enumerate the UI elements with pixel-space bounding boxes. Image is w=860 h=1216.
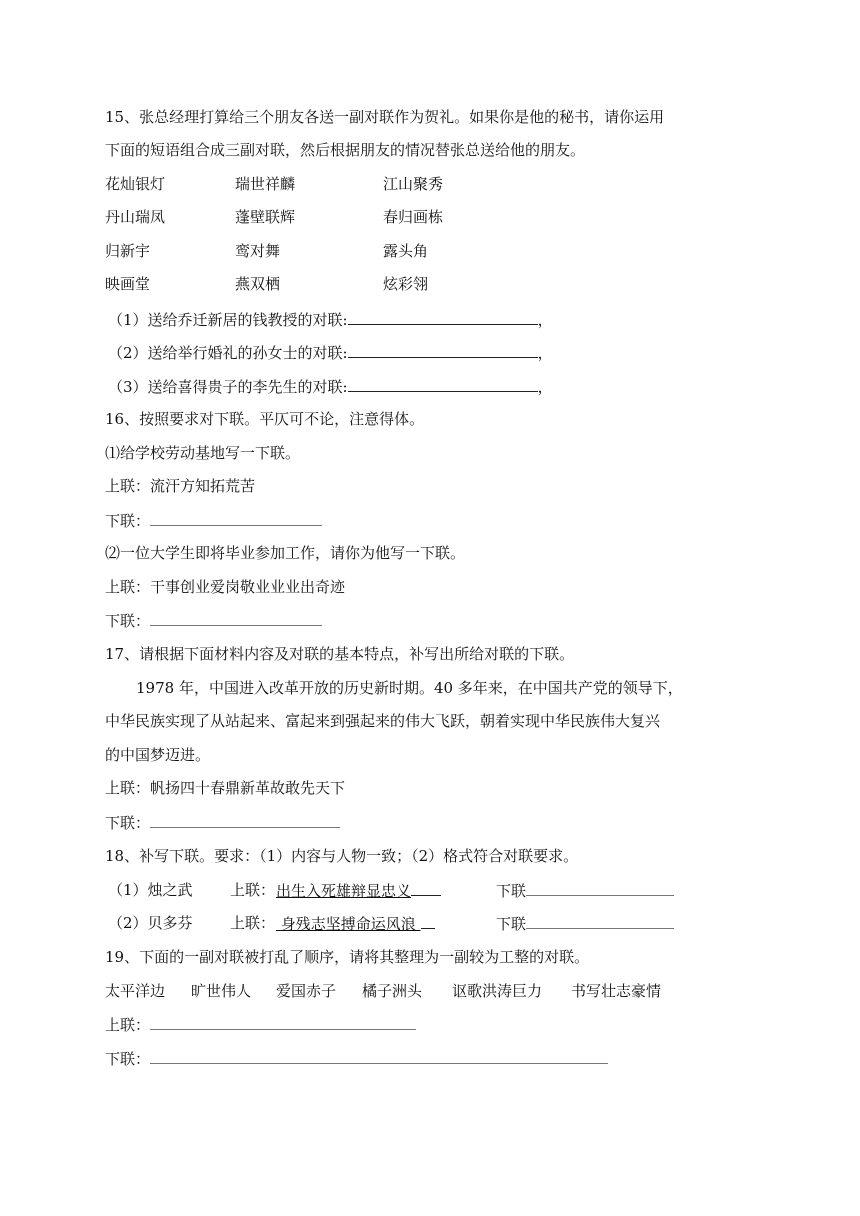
upper-text: 出生入死雄辩显忠义 (276, 879, 441, 902)
q16-part1: ⑴给学校劳动基地写一下联。 (105, 444, 301, 462)
phrase: 丹山瑞凤 (105, 208, 166, 226)
phrase: 花灿银灯 (105, 175, 166, 193)
q17-para-line3: 的中国梦迈进。 (105, 746, 211, 764)
lower-label: 下联： (105, 512, 151, 530)
upper-label: 上联： (230, 881, 276, 899)
lower-label: 下联： (105, 1050, 151, 1068)
q19-lower (105, 1047, 608, 1070)
phrase: 鸾对舞 (235, 242, 281, 260)
phrase: 蓬壁联辉 (235, 208, 296, 226)
item-end: ， (537, 344, 553, 362)
person-name: （2）贝多芬 (108, 914, 193, 932)
q17-upper: 上联：帆扬四十春鼎新革故敢先天下 (105, 779, 346, 797)
lower-label: 下联 (496, 879, 674, 902)
phrase: 春归画栋 (383, 208, 444, 226)
answer-blank[interactable] (150, 509, 322, 526)
q19-title: 19、下面的一副对联被打乱了顺序，请将其整理为一副较为工整的对联。 (105, 948, 590, 966)
phrase: 瑞世祥麟 (235, 175, 296, 193)
answer-blank[interactable] (526, 912, 674, 929)
phrase: 映画堂 (105, 275, 151, 293)
q17-title: 17、请根据下面材料内容及对联的基本特点，补写出所给对联的下联。 (105, 645, 575, 663)
lower-label: 下联： (105, 814, 151, 832)
q16-part2: ⑵一位大学生即将毕业参加工作，请你为他写一下联。 (105, 544, 466, 562)
q16-part2-upper: 上联：干事创业爱岗敬业业业出奇迹 (105, 578, 346, 596)
q17-para-line2: 中华民族实现了从站起来、富起来到强起来的伟大飞跃，朝着实现中华民族伟大复兴 (105, 712, 661, 730)
answer-blank[interactable] (348, 375, 538, 392)
phrase: 旷世伟人 (191, 982, 252, 1000)
phrase: 炫彩翎 (383, 275, 429, 293)
q19-upper (105, 1013, 416, 1036)
item-label: （1）送给乔迁新居的钱教授的对联: (108, 311, 348, 329)
phrase: 橘子洲头 (362, 982, 423, 1000)
q15-line2: 下面的短语组合成三副对联，然后根据朋友的情况替张总送给他的朋友。 (105, 141, 586, 159)
q15-item-1 (108, 308, 553, 331)
phrase: 露头角 (383, 242, 429, 260)
answer-blank[interactable] (150, 1047, 608, 1064)
q15-item-2 (108, 341, 553, 364)
q16-part1-lower (105, 509, 322, 532)
phrase: 书写壮志豪情 (571, 982, 662, 1000)
answer-blank[interactable] (150, 609, 322, 626)
phrase: 太平洋边 (105, 982, 166, 1000)
item-end: ， (537, 378, 553, 396)
item-label: （3）送给喜得贵子的李先生的对联: (108, 378, 348, 396)
phrase: 讴歌洪涛巨力 (452, 982, 543, 1000)
phrase: 燕双栖 (235, 275, 281, 293)
answer-blank[interactable] (348, 308, 538, 325)
q16-title: 16、按照要求对下联。平仄可不论，注意得体。 (105, 410, 425, 428)
q15-line1: 15、张总经理打算给三个朋友各送一副对联作为贺礼。如果你是他的秘书，请你运用 (105, 108, 665, 126)
person-name: （1）烛之武 (108, 881, 193, 899)
q17-para-line1: 1978 年，中国进入改革开放的历史新时期。40 多年来，在中国共产党的领导下， (136, 679, 683, 697)
answer-blank[interactable] (150, 1013, 416, 1030)
phrase: 江山聚秀 (383, 175, 444, 193)
q15-item-3 (108, 375, 553, 398)
upper-label: 上联： (105, 1016, 151, 1034)
q16-part2-lower (105, 609, 322, 632)
q18-title: 18、补写下联。要求：（1）内容与人物一致；（2）格式符合对联要求。 (105, 847, 579, 865)
q16-part1-upper: 上联：流汗方知拓荒苦 (105, 477, 256, 495)
answer-blank[interactable] (526, 879, 674, 896)
answer-blank[interactable] (348, 341, 538, 358)
lower-label: 下联： (105, 612, 151, 630)
lower-label: 下联 (496, 912, 674, 935)
phrase: 爱国赤子 (276, 982, 337, 1000)
q17-lower (105, 811, 340, 834)
answer-blank[interactable] (150, 811, 340, 828)
upper-text: 身残志坚搏命运风浪 (276, 912, 435, 935)
upper-label: 上联： (230, 914, 276, 932)
phrase: 归新宇 (105, 242, 151, 260)
item-label: （2）送给举行婚礼的孙女士的对联: (108, 344, 348, 362)
item-end: ， (537, 311, 553, 329)
